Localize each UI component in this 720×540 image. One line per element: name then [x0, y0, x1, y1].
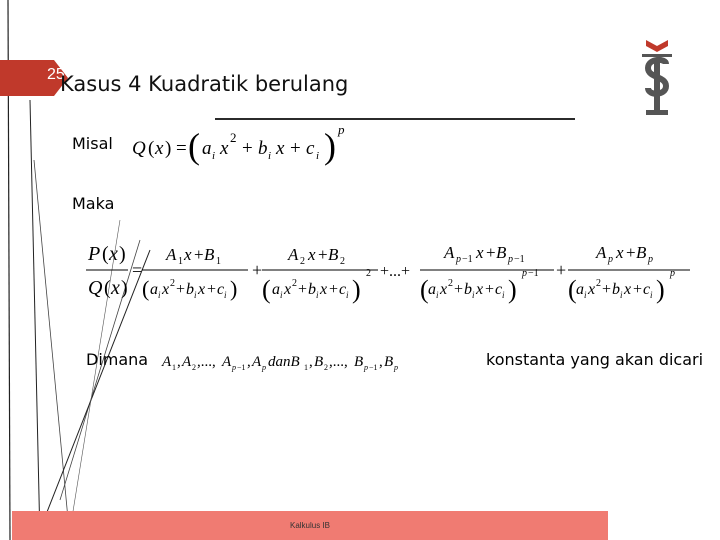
svg-text:(: (: [262, 275, 271, 304]
svg-text:i: i: [212, 150, 216, 162]
svg-text:(: (: [104, 277, 111, 299]
svg-text:2: 2: [170, 278, 175, 289]
slide-number: 25: [47, 66, 65, 83]
svg-text:+: +: [242, 138, 253, 159]
svg-text:x: x: [198, 281, 206, 298]
svg-text:+: +: [626, 243, 636, 262]
svg-text:A: A: [288, 245, 299, 264]
svg-text:b: b: [464, 281, 472, 298]
svg-text:,: ,: [177, 354, 181, 370]
svg-text:): ): [656, 275, 665, 304]
svg-text:c: c: [306, 138, 315, 159]
svg-text:): ): [508, 275, 517, 304]
svg-text:x: x: [476, 281, 484, 298]
svg-text:2: 2: [366, 268, 371, 279]
svg-text:x: x: [320, 281, 328, 298]
svg-text:+: +: [252, 260, 263, 280]
slide-title: Kasus 4 Kuadratik berulang: [60, 72, 349, 96]
svg-text:Q: Q: [132, 138, 146, 159]
dimana-constants: [158, 346, 438, 378]
svg-text:+: +: [602, 281, 612, 298]
svg-text:A: A: [252, 354, 262, 370]
svg-text:x: x: [284, 281, 292, 298]
misal-label: Misal: [72, 134, 113, 153]
svg-text:p: p: [394, 363, 398, 372]
svg-text:x: x: [162, 281, 170, 298]
svg-text:c: c: [643, 281, 651, 298]
svg-text:(: (: [148, 138, 155, 159]
svg-text:(: (: [188, 126, 200, 166]
svg-text:i: i: [650, 290, 653, 300]
svg-text:2: 2: [596, 278, 601, 289]
svg-text:x: x: [109, 243, 118, 265]
svg-text:2: 2: [300, 256, 305, 267]
svg-text:x: x: [440, 281, 448, 298]
svg-text:i: i: [158, 290, 161, 300]
svg-text:x: x: [308, 245, 316, 264]
svg-text:,...,: ,...,: [329, 354, 348, 370]
svg-text:b: b: [186, 281, 194, 298]
svg-text:A: A: [222, 354, 232, 370]
svg-text:a: a: [202, 138, 212, 159]
svg-text:i: i: [194, 290, 197, 300]
svg-text:+: +: [298, 281, 308, 298]
svg-text:B: B: [204, 245, 215, 264]
svg-text:): ): [324, 126, 336, 166]
svg-text:danB: danB: [268, 354, 300, 370]
svg-text:p: p: [508, 254, 513, 265]
svg-text:,: ,: [379, 354, 383, 370]
svg-text:B: B: [496, 243, 507, 262]
maka-label: Maka: [72, 194, 115, 213]
svg-text:B: B: [354, 354, 364, 370]
svg-text:i: i: [502, 290, 505, 300]
svg-text:p: p: [608, 254, 613, 265]
svg-text:P: P: [88, 243, 101, 265]
svg-text:i: i: [280, 290, 283, 300]
svg-text:p: p: [262, 363, 266, 372]
konstanta-text: konstanta yang akan dicari: [486, 350, 704, 369]
svg-text:b: b: [308, 281, 316, 298]
svg-text:a: a: [150, 281, 158, 298]
maka-equation: [82, 232, 702, 310]
svg-text:−1: −1: [237, 363, 246, 372]
svg-text:B: B: [636, 243, 647, 262]
svg-text:i: i: [620, 290, 623, 300]
svg-text:i: i: [224, 290, 227, 300]
svg-text:): ): [230, 276, 238, 301]
svg-text:i: i: [346, 290, 349, 300]
svg-text:(: (: [142, 276, 150, 301]
svg-text:−1: −1: [369, 363, 378, 372]
svg-text:): ): [121, 277, 128, 299]
svg-text:=: =: [176, 138, 187, 159]
svg-text:+: +: [290, 138, 301, 159]
footer-bar: [12, 511, 608, 540]
svg-text:+: +: [485, 281, 495, 298]
svg-text:x: x: [155, 138, 164, 159]
svg-text:x: x: [616, 243, 624, 262]
svg-text:2: 2: [340, 256, 345, 267]
svg-text:x: x: [184, 245, 192, 264]
svg-text:i: i: [436, 290, 439, 300]
svg-text:(: (: [102, 243, 109, 265]
svg-text:2: 2: [324, 363, 328, 372]
svg-text:−1: −1: [528, 268, 539, 279]
svg-text:−1: −1: [462, 254, 473, 265]
svg-text:b: b: [612, 281, 620, 298]
dimana-label: Dimana: [86, 350, 149, 369]
svg-text:B: B: [384, 354, 394, 370]
svg-text:x: x: [624, 281, 632, 298]
svg-text:,: ,: [247, 354, 251, 370]
svg-text:): ): [352, 275, 361, 304]
svg-text:1: 1: [172, 363, 176, 372]
svg-text:A: A: [596, 243, 607, 262]
svg-text:x: x: [111, 277, 120, 299]
svg-text:A: A: [166, 245, 177, 264]
svg-text:2: 2: [192, 363, 196, 372]
svg-text:): ): [119, 243, 126, 265]
footer-text: Kalkulus IB: [289, 521, 331, 530]
svg-text:,...,: ,...,: [197, 354, 216, 370]
svg-text:x: x: [476, 243, 484, 262]
svg-text:): ): [165, 138, 172, 159]
svg-text:p: p: [648, 254, 653, 265]
svg-text:2: 2: [292, 278, 297, 289]
university-logo-icon: [632, 36, 682, 120]
svg-text:+: +: [207, 281, 217, 298]
svg-text:+: +: [633, 281, 643, 298]
svg-text:p: p: [338, 122, 345, 137]
svg-text:a: a: [272, 281, 280, 298]
svg-text:+...+: +...+: [380, 263, 411, 280]
svg-text:1: 1: [304, 363, 308, 372]
svg-text:+: +: [318, 245, 328, 264]
svg-text:1: 1: [216, 256, 221, 267]
svg-text:Q: Q: [88, 277, 103, 299]
svg-text:B: B: [314, 354, 324, 370]
svg-text:+: +: [556, 260, 567, 280]
svg-text:x: x: [588, 281, 596, 298]
svg-text:p: p: [456, 254, 461, 265]
svg-text:A: A: [444, 243, 455, 262]
svg-text:2: 2: [230, 130, 237, 145]
svg-text:c: c: [339, 281, 347, 298]
svg-text:=: =: [132, 260, 143, 280]
svg-text:i: i: [316, 150, 320, 162]
svg-text:p: p: [232, 363, 236, 372]
svg-text:i: i: [316, 290, 319, 300]
svg-text:+: +: [329, 281, 339, 298]
svg-text:A: A: [162, 354, 172, 370]
svg-text:,: ,: [309, 354, 313, 370]
svg-text:+: +: [194, 245, 204, 264]
svg-text:a: a: [576, 281, 584, 298]
svg-text:+: +: [486, 243, 496, 262]
svg-text:i: i: [584, 290, 587, 300]
svg-text:x: x: [276, 138, 285, 159]
svg-text:2: 2: [448, 278, 453, 289]
svg-text:x: x: [220, 138, 229, 159]
svg-text:a: a: [428, 281, 436, 298]
svg-text:i: i: [472, 290, 475, 300]
svg-text:c: c: [495, 281, 503, 298]
svg-text:B: B: [328, 245, 339, 264]
svg-text:p: p: [364, 363, 368, 372]
svg-text:A: A: [182, 354, 192, 370]
svg-text:+: +: [176, 281, 186, 298]
svg-text:p: p: [522, 268, 527, 279]
svg-text:c: c: [217, 281, 225, 298]
svg-text:i: i: [268, 150, 272, 162]
misal-equation: [128, 120, 368, 170]
svg-text:p: p: [670, 268, 675, 279]
svg-text:(: (: [568, 275, 577, 304]
svg-text:(: (: [420, 275, 429, 304]
svg-text:1: 1: [178, 256, 183, 267]
svg-text:+: +: [454, 281, 464, 298]
svg-text:b: b: [258, 138, 268, 159]
svg-text:−1: −1: [514, 254, 525, 265]
